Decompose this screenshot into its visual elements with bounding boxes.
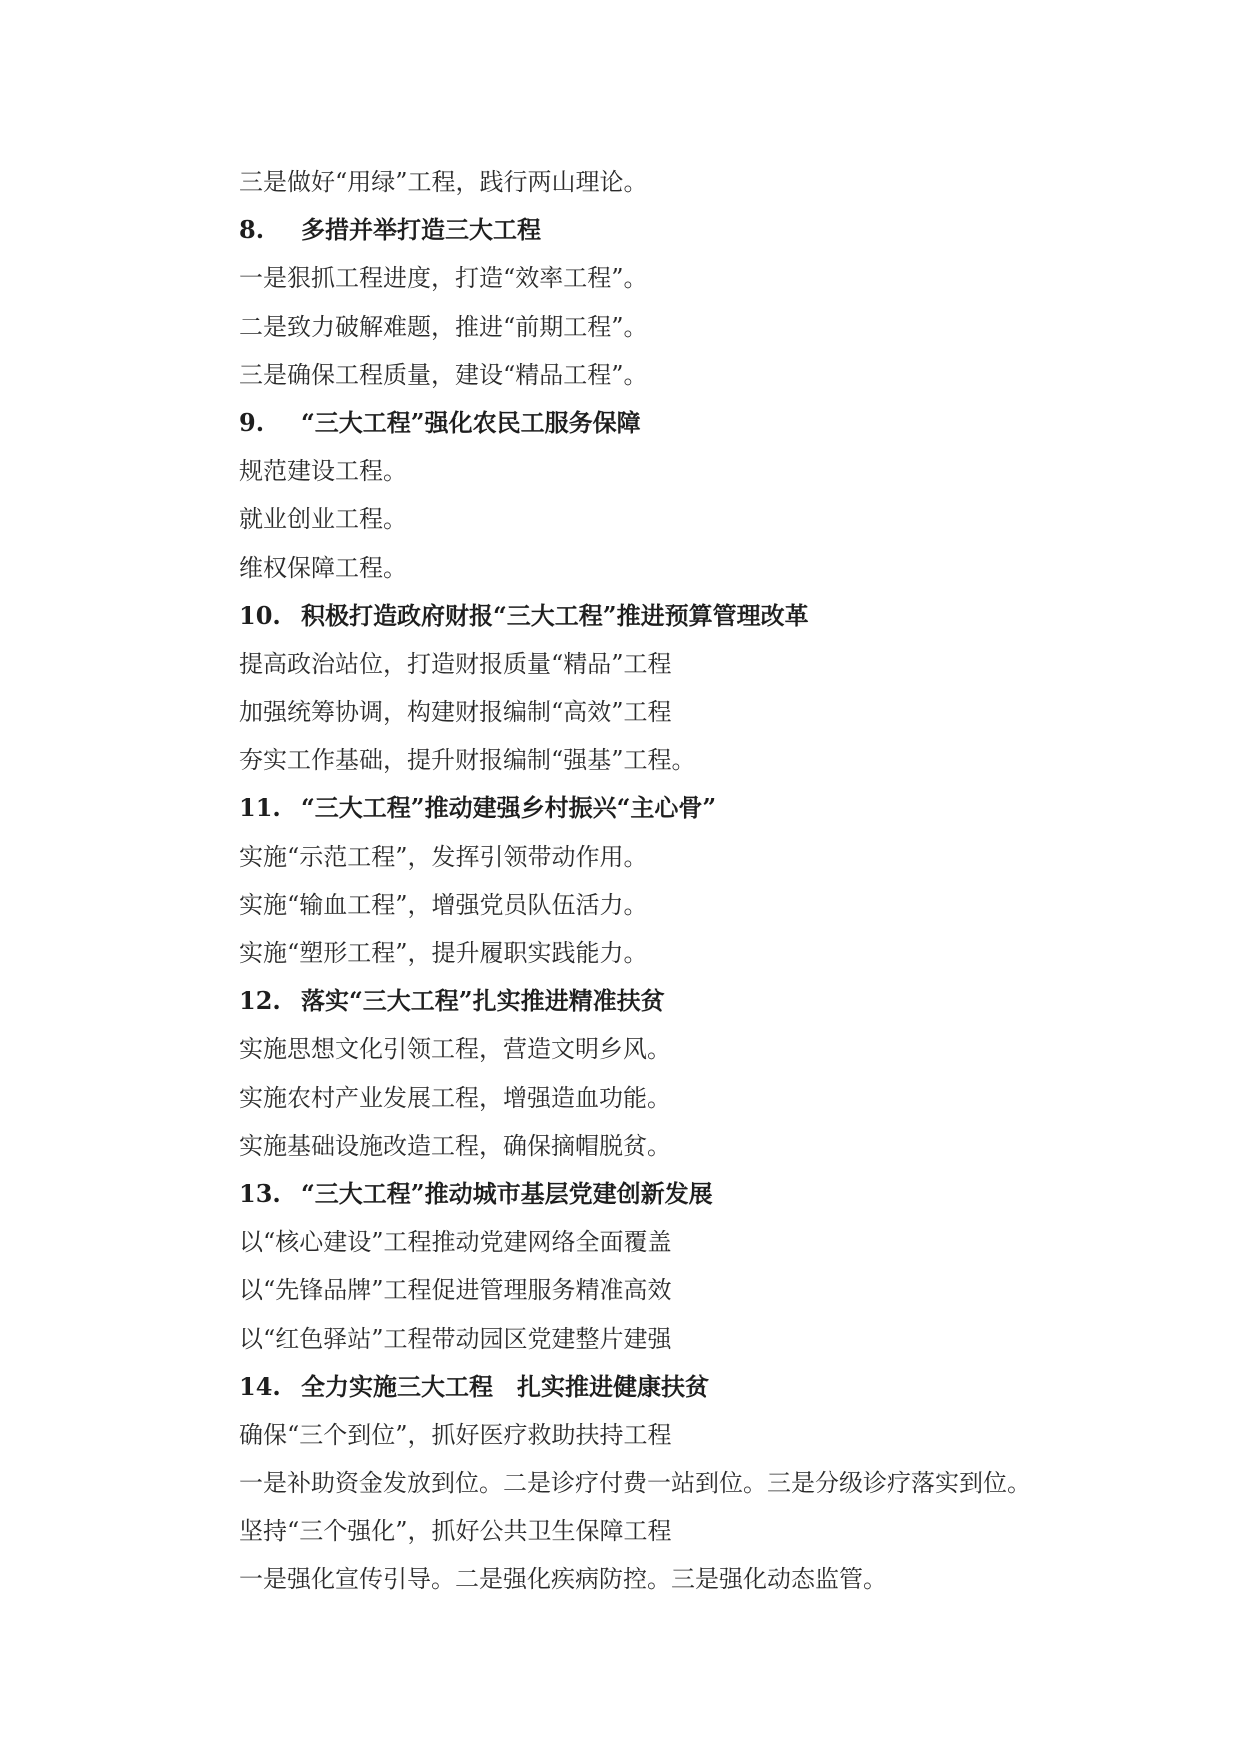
body-line: 实施“塑形工程”，提升履职实践能力。 bbox=[239, 939, 648, 967]
section-number: 9. bbox=[239, 407, 265, 437]
section-heading bbox=[239, 206, 1139, 254]
body-line: 三是确保工程质量，建设“精品工程”。 bbox=[239, 360, 648, 389]
section-heading bbox=[239, 1363, 1139, 1411]
body-line: 确保“三个到位”，抓好医疗救助扶持工程 bbox=[239, 1420, 672, 1449]
body-line: 提高政治站位，打造财报质量“精品”工程 bbox=[239, 649, 672, 678]
section-number: 14. bbox=[239, 1371, 281, 1401]
section-title: “三大工程”强化农民工服务保障 bbox=[301, 407, 641, 437]
section-number: 11. bbox=[239, 793, 281, 823]
body-line: 一是补助资金发放到位。二是诊疗付费一站到位。三是分级诊疗落实到位。 bbox=[239, 1469, 1031, 1498]
section-title: “三大工程”推动城市基层党建创新发展 bbox=[301, 1178, 713, 1208]
body-line: 夯实工作基础，提升财报编制“强基”工程。 bbox=[239, 746, 696, 775]
body-line: 实施农村产业发展工程，增强造血功能。 bbox=[239, 1083, 671, 1112]
body-line: 就业创业工程。 bbox=[239, 505, 407, 534]
section-number: 13. bbox=[239, 1178, 281, 1208]
section-title: 落实“三大工程”扎实推进精准扶贫 bbox=[301, 986, 665, 1016]
body-line: 实施基础设施改造工程，确保摘帽脱贫。 bbox=[239, 1131, 671, 1160]
section-heading bbox=[239, 977, 1139, 1025]
body-line: 实施思想文化引领工程，营造文明乡风。 bbox=[239, 1035, 671, 1064]
body-line: 规范建设工程。 bbox=[239, 457, 407, 486]
section-title: 积极打造政府财报“三大工程”推进预算管理改革 bbox=[301, 600, 809, 630]
section-number: 10. bbox=[239, 600, 281, 630]
section-number: 12. bbox=[239, 986, 281, 1016]
body-line: 三是做好“用绿”工程，践行两山理论。 bbox=[239, 168, 648, 196]
body-line: 加强统筹协调，构建财报编制“高效”工程 bbox=[239, 698, 672, 727]
body-line: 实施“示范工程”，发挥引领带动作用。 bbox=[239, 842, 648, 871]
section-heading bbox=[239, 592, 1139, 640]
body-line: 一是狠抓工程进度，打造“效率工程”。 bbox=[239, 264, 648, 293]
section-heading bbox=[239, 399, 1139, 447]
section-number: 8. bbox=[239, 215, 265, 245]
body-line: 维权保障工程。 bbox=[239, 553, 407, 582]
section-title: 多措并举打造三大工程 bbox=[301, 215, 541, 245]
body-line: 实施“输血工程”，增强党员队伍活力。 bbox=[239, 890, 648, 919]
body-line: 一是强化宣传引导。二是强化疾病防控。三是强化动态监管。 bbox=[239, 1565, 887, 1594]
section-heading bbox=[239, 784, 1139, 832]
section-heading bbox=[239, 1170, 1139, 1218]
document-body bbox=[239, 158, 1139, 1604]
body-line: 以“先锋品牌”工程促进管理服务精准高效 bbox=[239, 1276, 672, 1305]
body-line: 以“红色驿站”工程带动园区党建整片建强 bbox=[239, 1324, 672, 1353]
section-title: “三大工程”推动建强乡村振兴“主心骨” bbox=[301, 793, 717, 823]
body-line: 二是致力破解难题，推进“前期工程”。 bbox=[239, 312, 648, 341]
body-line: 以“核心建设”工程推动党建网络全面覆盖 bbox=[239, 1228, 672, 1257]
section-title: 全力实施三大工程 扎实推进健康扶贫 bbox=[301, 1371, 709, 1401]
body-line: 坚持“三个强化”，抓好公共卫生保障工程 bbox=[239, 1517, 672, 1546]
